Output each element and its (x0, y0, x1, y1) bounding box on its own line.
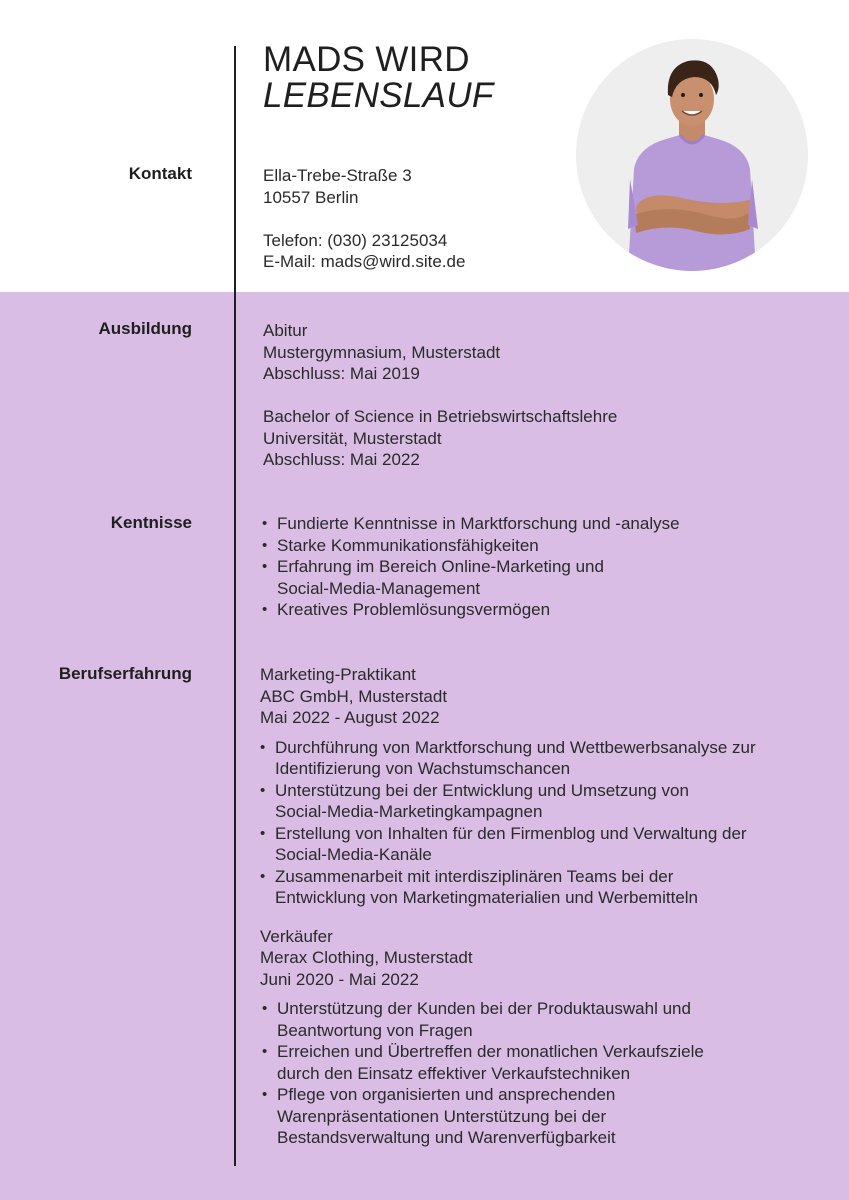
skill-item: • Starke Kommunikationsfähigkeiten (262, 535, 732, 557)
job-title: Marketing-Praktikant (260, 665, 416, 684)
education-title: Abitur (263, 321, 308, 340)
section-label-kenntnisse: Kentnisse (110, 513, 192, 532)
job-task: • Unterstützung bei der Entwicklung und Umsetzung von Social-Media-Marketingkampagnen (260, 780, 735, 823)
cv-heading: LEBENSLAUF (263, 76, 494, 115)
job-task: • Erstellung von Inhalten für den Firmenblog und Verwaltung der Social-Media-Kanäle (260, 823, 755, 866)
education-title: Bachelor of Science in Betriebswirtschaftslehre (263, 407, 618, 426)
contact-street: Ella-Trebe-Straße 3 (263, 166, 412, 185)
page-title (263, 42, 494, 114)
job-period: Juni 2020 - Mai 2022 (260, 969, 419, 989)
job-task: • Durchführung von Marktforschung und Wettbewerbsanalyse zur Identifizierung von Wachstumschancen (260, 737, 760, 780)
job-task: • Unterstützung der Kunden bei der Produktauswahl und Beantwortung von Fragen (262, 998, 727, 1041)
section-label-kontakt: Kontakt (128, 164, 192, 183)
job-period: Mai 2022 - August 2022 (260, 708, 440, 727)
contact-email: E-Mail: mads@wird.site.de (263, 252, 466, 271)
skill-item: • Kreatives Problemlösungsvermögen (262, 599, 732, 621)
education-place: Universität, Musterstadt (263, 428, 442, 448)
job-title: Verkäufer (260, 926, 333, 946)
experience-block (260, 664, 780, 1149)
contact-block (263, 165, 465, 273)
skills-block (262, 513, 732, 621)
education-place: Mustergymnasium, Musterstadt (263, 342, 501, 362)
job-company: Merax Clothing, Musterstadt (260, 948, 473, 967)
timeline-divider (234, 46, 236, 1166)
skill-item: • Erfahrung im Bereich Online-Marketing und Social-Media-Management (262, 556, 637, 599)
education-date: Abschluss: Mai 2019 (263, 364, 420, 383)
job-task: • Pflege von organisierten und ansprechenden Warenpräsentationen Unterstützung bei der Bestandsverwaltung und Warenverfügbarkeit (262, 1084, 657, 1149)
education-date: Abschluss: Mai 2022 (263, 450, 420, 469)
job-task: • Erreichen und Übertreffen der monatlichen Verkaufsziele durch den Einsatz effektiver Verkaufstechniken (262, 1041, 727, 1084)
job-task: • Zusammenarbeit mit interdisziplinären Teams bei der Entwicklung von Marketingmaterialien und Werbemitteln (260, 866, 745, 909)
skill-item: • Fundierte Kenntnisse in Marktforschung und -analyse (262, 513, 732, 535)
education-block (263, 320, 617, 471)
name-heading: MADS WIRD (263, 40, 470, 79)
contact-city: 10557 Berlin (263, 187, 359, 207)
profile-photo (576, 39, 808, 271)
section-label-ausbildung: Ausbildung (98, 319, 192, 338)
section-label-berufserfahrung: Berufserfahrung (58, 664, 192, 683)
job-company: ABC GmbH, Musterstadt (260, 686, 448, 706)
contact-phone: Telefon: (030) 23125034 (263, 230, 448, 250)
